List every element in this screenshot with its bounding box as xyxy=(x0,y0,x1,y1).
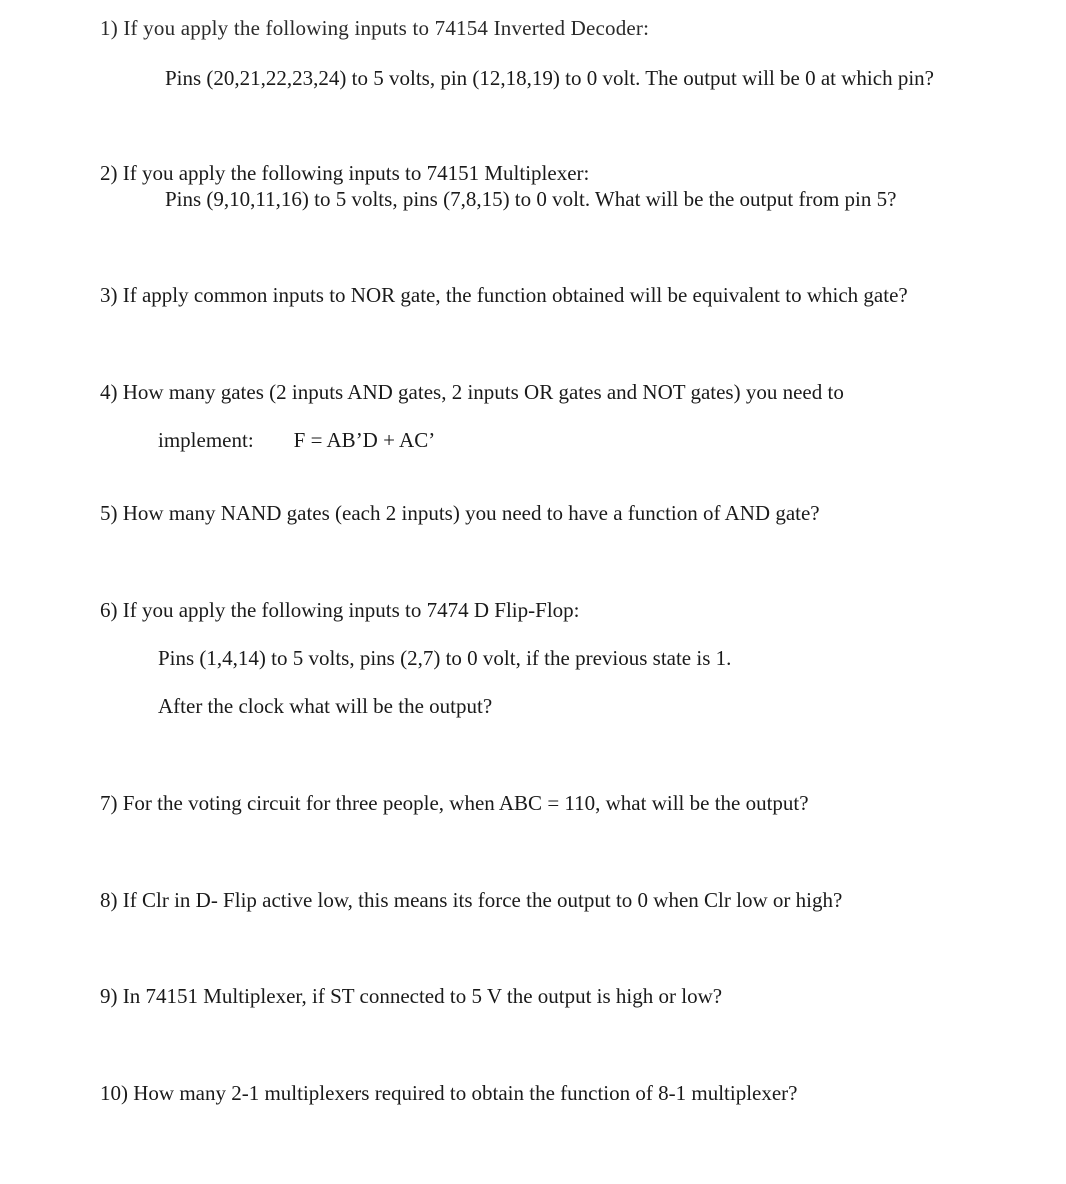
question-3-title: 3) If apply common inputs to NOR gate, the function obtained will be equivalent to which gate? xyxy=(100,283,908,307)
question-4-label: implement: xyxy=(158,428,254,452)
question-4-formula: F = AB’D + AC’ xyxy=(293,428,436,452)
question-4-title: 4) How many gates (2 inputs AND gates, 2 inputs OR gates and NOT gates) you need to xyxy=(100,380,844,404)
question-2-title: 2) If you apply the following inputs to 74151 Multiplexer: xyxy=(100,161,590,185)
question-10-title: 10) How many 2-1 multiplexers required to obtain the function of 8-1 multiplexer? xyxy=(100,1081,798,1105)
question-7-title: 7) For the voting circuit for three people, when ABC = 110, what will be the output? xyxy=(100,791,809,815)
question-6-title: 6) If you apply the following inputs to 7474 D Flip-Flop: xyxy=(100,598,580,622)
question-6-detail-1: Pins (1,4,14) to 5 volts, pins (2,7) to 0 volt, if the previous state is 1. xyxy=(158,646,732,670)
question-5-title: 5) How many NAND gates (each 2 inputs) you need to have a function of AND gate? xyxy=(100,501,820,525)
question-1-title: 1) If you apply the following inputs to 74154 Inverted Decoder: xyxy=(100,16,650,40)
question-1-detail: Pins (20,21,22,23,24) to 5 volts, pin (12,18,19) to 0 volt. The output will be 0 at which pin? xyxy=(165,66,934,90)
question-2-detail: Pins (9,10,11,16) to 5 volts, pins (7,8,15) to 0 volt. What will be the output from pin 5? xyxy=(165,187,897,211)
question-4-implement-line xyxy=(158,428,435,452)
question-6-detail-2: After the clock what will be the output? xyxy=(158,694,493,718)
question-9-title: 9) In 74151 Multiplexer, if ST connected to 5 V the output is high or low? xyxy=(100,984,723,1008)
question-8-title: 8) If Clr in D- Flip active low, this means its force the output to 0 when Clr low or high? xyxy=(100,888,843,912)
